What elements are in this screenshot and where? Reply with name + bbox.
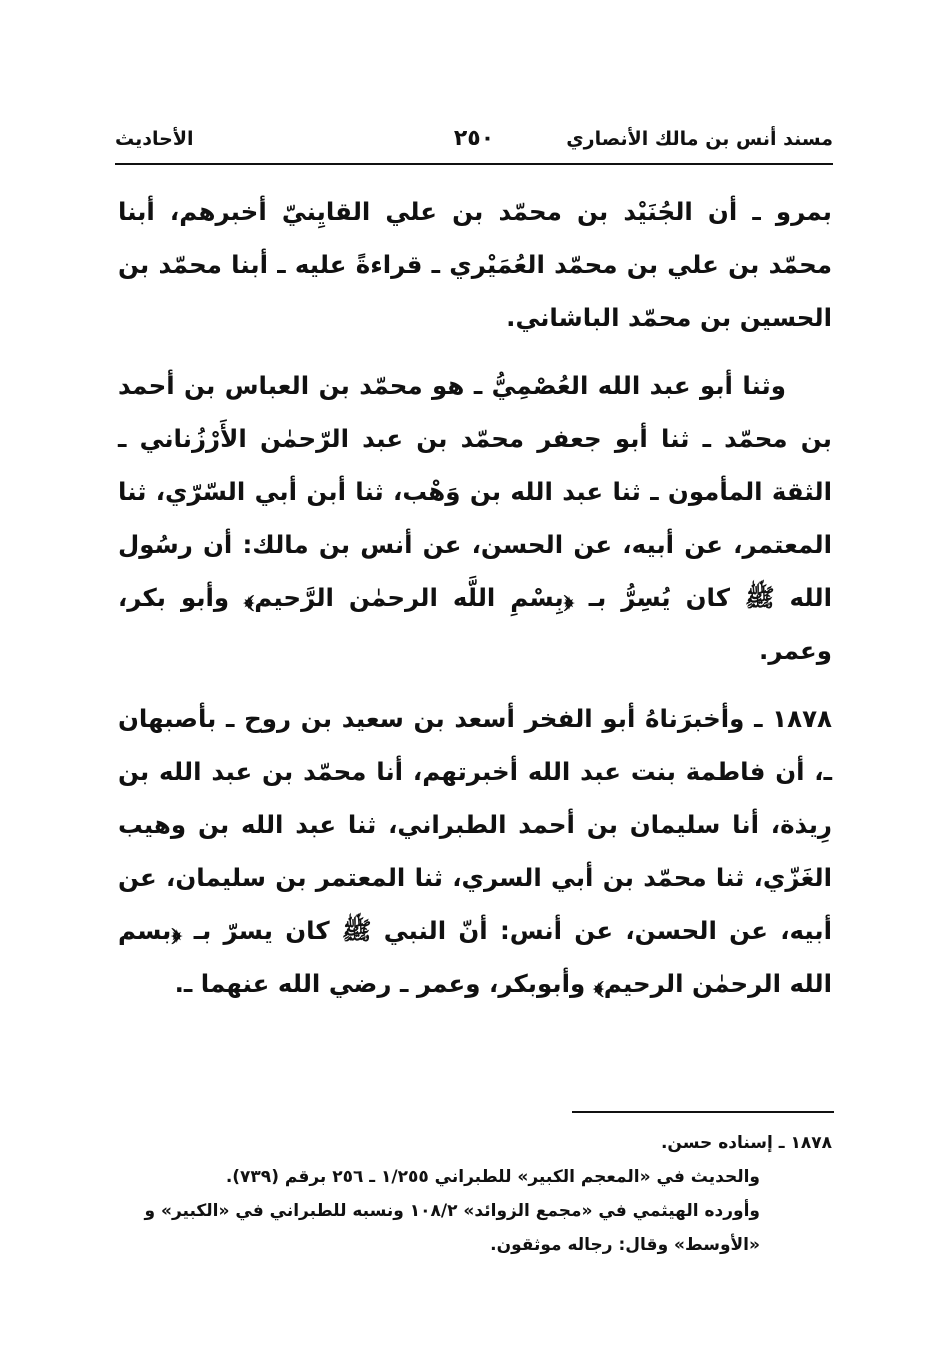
running-header [115, 124, 833, 158]
book-title: مسند أنس بن مالك الأنصاري [566, 128, 833, 150]
footnote-divider [572, 1111, 834, 1113]
paragraph-isnad-continuation: بمرو ـ أن الجُنَيْد بن محمّد بن علي القايِنيّ أخبرهم، أبنا محمّد بن علي بن محمّد العُمَيْري ـ قراءةً عليه ـ أبنا محمّد بن الحسين بن محمّد الباشاني. [118, 197, 832, 332]
footnote-source-haythami: وأورده الهيثمي في «مجمع الزوائد» ١٠٨/٢ ونسبه للطبراني في «الكبير» و «الأوسط» وقال: رجاله موثقون. [144, 1201, 760, 1255]
header-divider [115, 163, 833, 165]
footnotes [128, 1126, 832, 1262]
footnote-source-tabarani: والحديث في «المعجم الكبير» للطبراني ١/٢٥٥ ـ ٢٥٦ برقم (٧٣٩). [225, 1167, 760, 1187]
page-number: ٢٥٠ [453, 126, 495, 151]
main-text [118, 185, 832, 1010]
section-title: الأحاديث [115, 128, 194, 150]
hadith-1878: ١٨٧٨ ـ وأخبرَناهُ أبو الفخر أسعد بن سعيد بن روح ـ بأصبهان ـ، أن فاطمة بنت عبد الله أخبرتهم، أنا محمّد بن عبد الله بن رِيذة، أنا سليمان بن أحمد الطبراني، ثنا عبد الله بن وهيب الغَزّي، ثنا محمّد بن أبي السري، ثنا المعتمر بن سليمان، عن أبيه، عن الحسن، عن أنس: أنّ النبي ﷺ كان يسرّ بـ ﴿بسم الله الرحمٰن الرحيم﴾ وأبوبكر، وعمر ـ رضي الله عنهما ـ. [118, 704, 832, 998]
footnote-grading: ١٨٧٨ ـ إسناده حسن. [660, 1133, 832, 1153]
paragraph-second-chain: وثنا أبو عبد الله العُصْمِيُّ ـ هو محمّد بن العباس بن أحمد بن محمّد ـ ثنا أبو جعفر محمّد بن عبد الرّحمٰن الأَرْزُناني ـ الثقة المأمون ـ ثنا عبد الله بن وَهْب، ثنا أبن أبي السّرّي، ثنا المعتمر، عن أبيه، عن الحسن، عن أنس بن مالك: أن رسُول الله ﷺ كان يُسِرُّ بـ ﴿بِسْمِ اللَّه الرحمٰن الرَّحيم﴾ وأبو بكر، وعمر. [118, 371, 832, 665]
